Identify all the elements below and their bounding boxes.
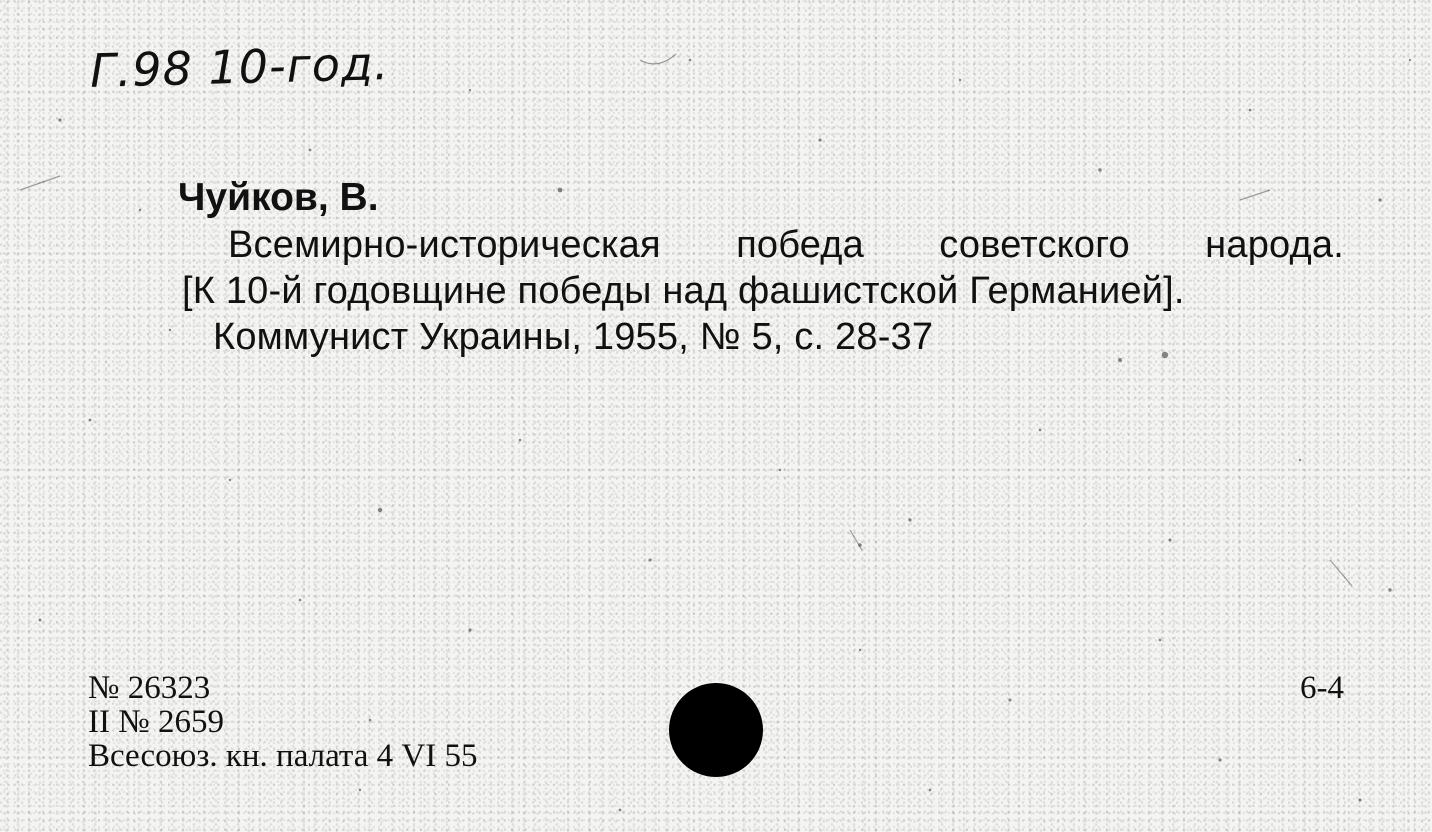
record-number: № 26323 [88, 670, 211, 706]
title-line-1: Всемирно-историческая победа советского народа. [228, 224, 1344, 266]
classification-code: 6-4 [1300, 670, 1344, 706]
secondary-number: II № 2659 [88, 704, 224, 740]
author-name: Чуйков, В. [178, 176, 379, 219]
issuer-and-date: Всесоюз. кн. палата 4 VI 55 [88, 738, 478, 774]
handwritten-shelfmark: Г.98 10-год. [89, 36, 390, 98]
punch-hole [669, 683, 763, 777]
source-citation: Коммунист Украины, 1955, № 5, с. 28-37 [213, 316, 934, 358]
title-line-2: [К 10-й годовщине победы над фашистской Германией]. [182, 270, 1185, 312]
